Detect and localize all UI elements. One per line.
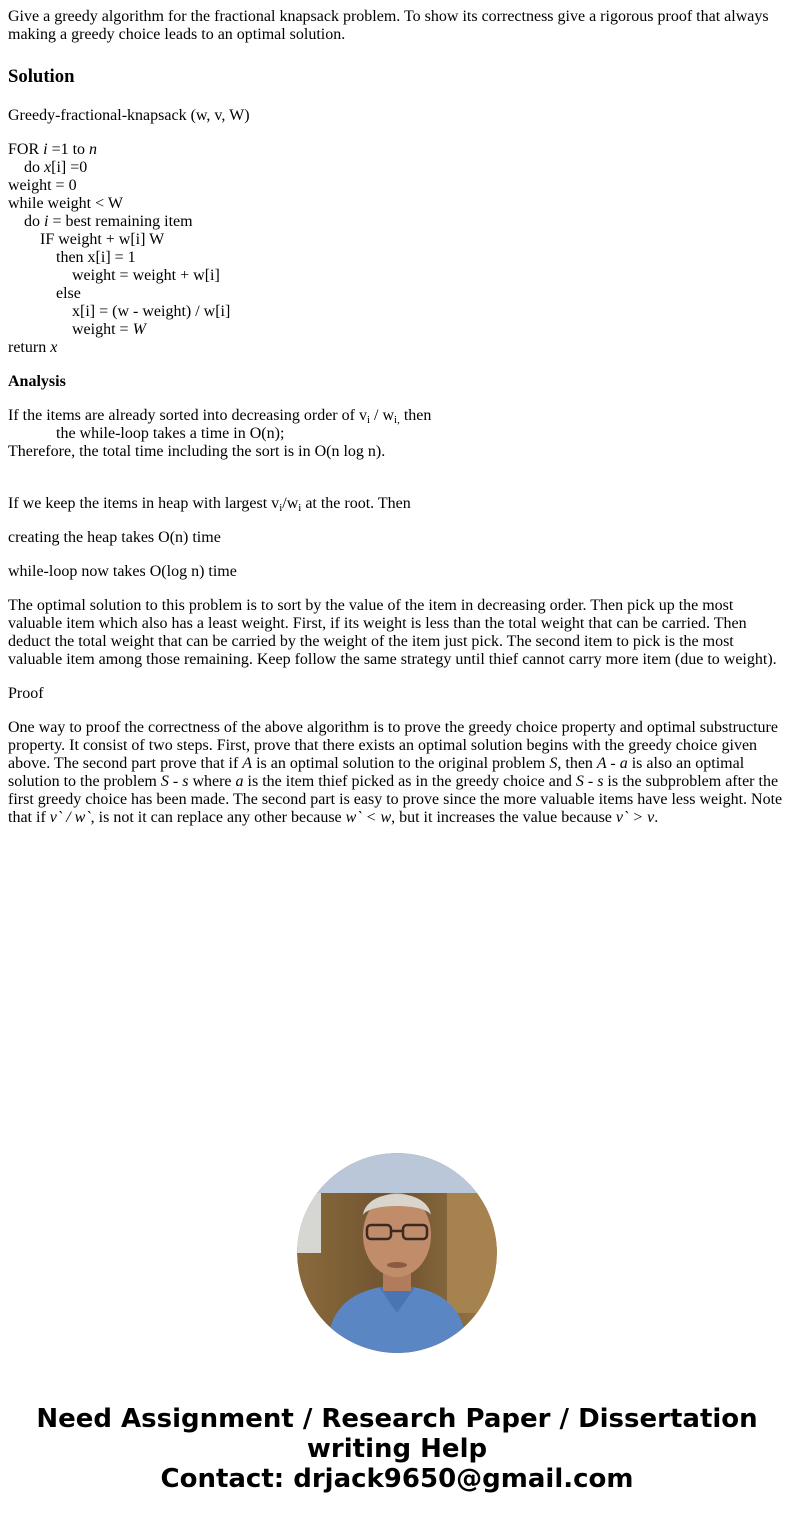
code-line: do x[i] =0 [24,159,88,176]
solution-heading: Solution [8,66,75,87]
analysis-while-time: the while-loop takes a time in O(n); [56,425,285,442]
code-line: IF weight + w[i] W [40,231,165,248]
footer-line-1: Need Assignment / Research Paper / Dissertation [36,1404,758,1434]
code-line: else [56,285,81,302]
analysis-sorted: If the items are already sorted into decreasing order of $v_i / w_{i,}$ then [8,407,432,426]
algorithm-title: Greedy-fractional-knapsack (w, v, W) [8,107,250,124]
optimal-paragraph: The optimal solution to this problem is to sort by the value of the item in decreasing order. Then pick up the most valuable item which also has a least weight. First, if its weight is less than the total weight that can be carried. Then deduct the total weight that can be carried by the weight of the item just pick. The second item to pick is the most valuable item among those remaining. Keep follow the same strategy until thief cannot carry more item (due to weight). [8,597,777,668]
footer-line-2: writing Help [306,1434,488,1464]
analysis-total-time: Therefore, the total time including the sort is in O(n log n). [8,443,386,460]
analysis-heap: If we keep the items in heap with largest $v_i/w_i$ at the root. Then [8,495,411,514]
code-line: weight = W [72,321,146,338]
analysis-heap-loop: while-loop now takes O(log n) time [8,563,237,580]
code-for: FOR i =1 to n [8,141,98,158]
analysis-heading: Analysis [8,373,66,390]
code-line: while weight < W [8,195,123,212]
footer-banner [0,1404,794,1494]
proof-heading: Proof [8,685,44,702]
avatar [297,1153,497,1353]
analysis-heap-create: creating the heap takes O(n) time [8,529,221,546]
code-line: do i = best remaining item [24,213,193,230]
person-photo-icon [297,1153,497,1353]
code-line: then x[i] = 1 [56,249,136,266]
code-line [8,141,784,159]
algorithm-pseudocode [8,141,784,357]
proof-paragraph: One way to proof the correctness of the above algorithm is to prove the greedy choice property and optimal substructure property. It consist of two steps. First, prove that there exists an optimal solution begins with the greedy choice given above. The second part prove that if A is an optimal solution to the original problem S, then A - a is also an optimal solution to the problem S - s where a is the item thief picked as in the greedy choice and S - s is the subproblem after the first greedy choice has been made. The second part is easy to prove since the more valuable items have less weight. Note that if v` / w`, is not it can replace any other because w` < w, but it increases the value because v` > v. [8,719,783,826]
code-line: weight = weight + w[i] [72,267,220,284]
question-text: Give a greedy algorithm for the fractional knapsack problem. To show its correctness give a rigorous proof that always making a greedy choice leads to an optimal solution. [8,8,769,43]
code-line: weight = 0 [8,177,77,194]
footer-contact: Contact: drjack9650@gmail.com [160,1464,634,1494]
document-body [8,8,784,827]
code-line: return x [8,339,58,356]
code-line: x[i] = (w - weight) / w[i] [72,303,231,320]
